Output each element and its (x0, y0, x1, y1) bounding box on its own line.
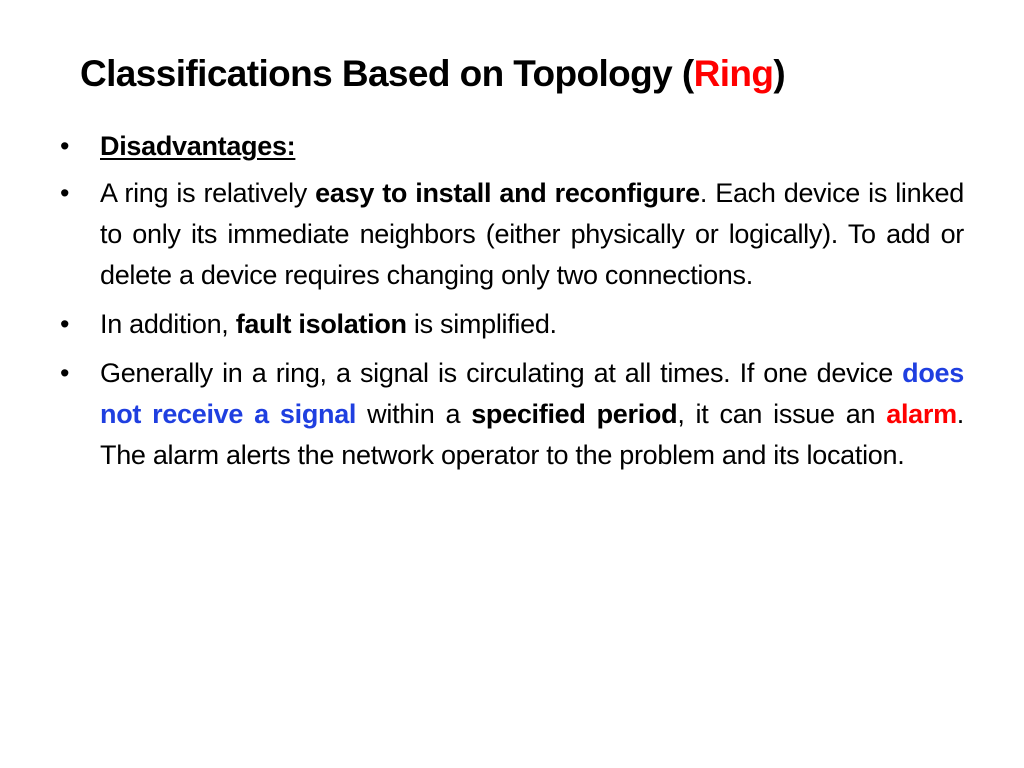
bullet-signal-bold: specified period (471, 399, 678, 429)
bullet-signal (58, 353, 964, 476)
title-suffix: ) (773, 53, 786, 94)
bullet-heading (58, 126, 964, 167)
title-prefix: Classifications Based on Topology ( (80, 53, 694, 94)
bullet-fault-bold: fault isolation (235, 309, 407, 339)
bullet-signal-text-2: within a (356, 399, 472, 429)
bullet-fault-isolation (58, 304, 964, 345)
bullet-signal-text-4: . The alarm alerts the network operator to the problem and its location. (100, 399, 964, 470)
bullet-signal-blue: does not receive a signal (100, 358, 964, 429)
bullet-install-bold: easy to install and reconfigure (315, 178, 700, 208)
title-accent: Ring (693, 53, 774, 94)
slide-title (80, 48, 960, 100)
bullet-fault-text-2: is simplified. (406, 309, 557, 339)
bullet-fault-text-1: In addition, (100, 309, 236, 339)
section-heading: Disadvantages: (100, 131, 296, 161)
bullet-signal-text-3: , it can issue an (677, 399, 887, 429)
bullet-install (58, 173, 964, 296)
bullet-install-text-2: . Each device is linked to only its immediate neighbors (either physically or logically). To add or delete a device requires changing only two connections. (100, 178, 964, 290)
bullet-list (58, 126, 964, 484)
bullet-install-text-1: A ring is relatively (100, 178, 316, 208)
bullet-signal-text-1: Generally in a ring, a signal is circulating at all times. If one device (100, 358, 903, 388)
bullet-signal-alarm: alarm (886, 399, 957, 429)
